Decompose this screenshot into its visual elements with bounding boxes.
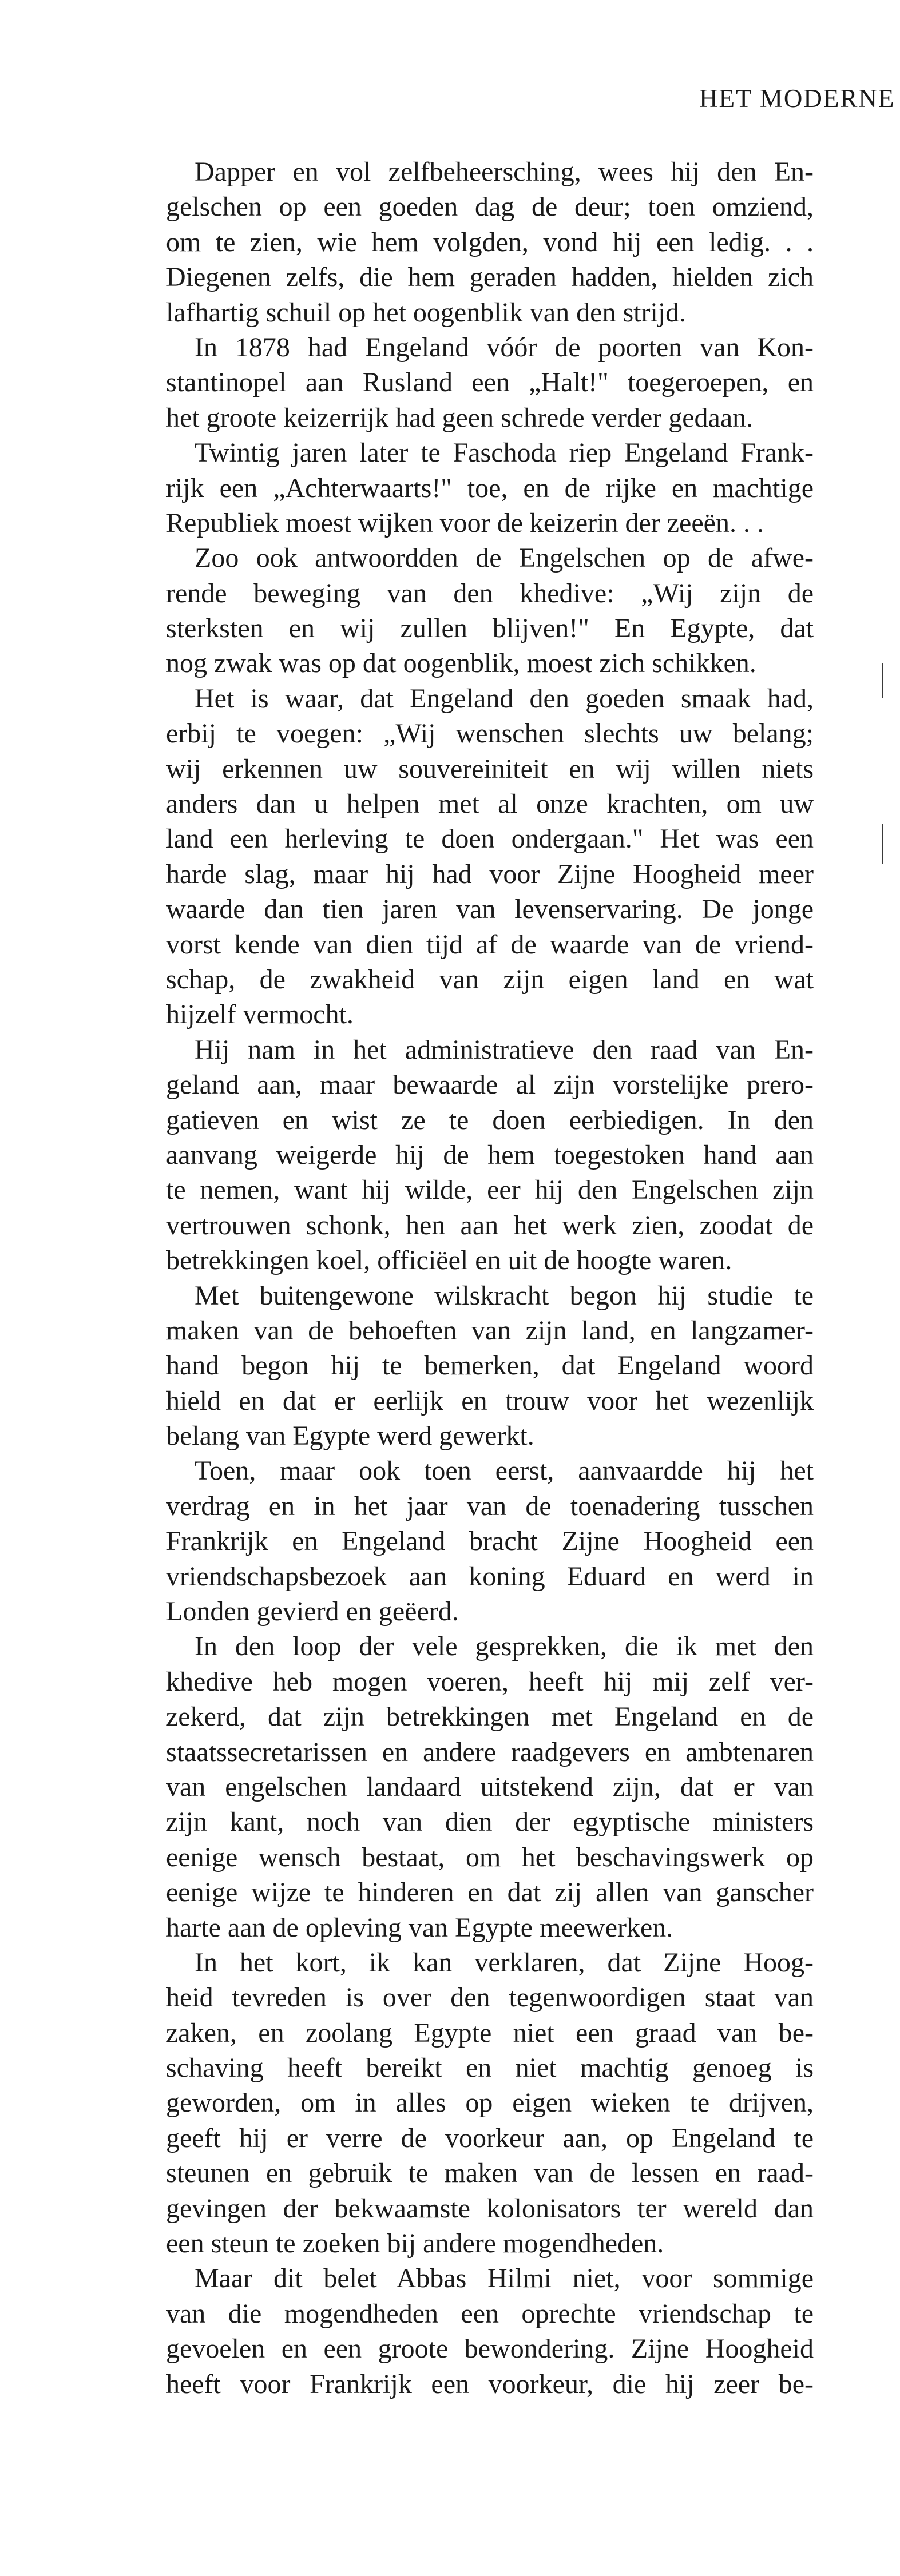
paragraph — [166, 1629, 814, 1945]
text-line: geeft hij er verre de voorkeur aan, op Engeland te — [166, 2122, 814, 2153]
text-line: land een herleving te doen ondergaan." Het was een — [166, 824, 814, 854]
text-line: erbij te voegen: „Wij wenschen slechts uw belang; — [166, 718, 814, 749]
text-line: van die mogendheden een oprechte vriendschap te — [166, 2298, 814, 2329]
text-line: Dapper en vol zelfbeheersching, wees hij den En- — [195, 157, 814, 187]
text-line: Met buitengewone wilskracht begon hij studie te — [195, 1280, 814, 1311]
text-line: Zoo ook antwoordden de Engelschen op de afwe- — [195, 543, 814, 574]
text-line: eenige wijze te hinderen en dat zij allen van ganscher — [166, 1877, 814, 1908]
text-line: In het kort, ik kan verklaren, dat Zijne Hoog- — [195, 1947, 814, 1978]
text-line: te nemen, want hij wilde, eer hij den Engelschen zijn — [166, 1175, 814, 1206]
text-line: vertrouwen schonk, hen aan het werk zien, zoodat de — [166, 1210, 814, 1241]
text-line: staatssecretarissen en andere raadgevers en ambtenaren — [166, 1736, 814, 1767]
text-line: schaving heeft bereikt en niet machtig genoeg is — [166, 2053, 814, 2084]
text-line: een steun te zoeken bij andere mogendheden. — [166, 2228, 664, 2259]
text-line: vriendschapsbezoek aan koning Eduard en werd in — [166, 1561, 814, 1592]
margin-rule — [882, 663, 883, 698]
text-line: maken van de behoeften van zijn land, en langzamer- — [166, 1315, 814, 1346]
text-line: het groote keizerrijk had geen schrede verder gedaan. — [166, 402, 754, 433]
text-line: zaken, en zoolang Egypte niet een graad van be- — [166, 2017, 814, 2048]
text-line: hield en dat er eerlijk en trouw voor het wezenlijk — [166, 1385, 814, 1416]
text-line: eenige wensch bestaat, om het beschavingswerk op — [166, 1842, 814, 1873]
text-line: zijn kant, noch van dien der egyptische ministers — [166, 1807, 814, 1838]
text-line: waarde dan tien jaren van levenservaring. De jonge — [166, 894, 814, 925]
text-line: geworden, om in alles op eigen wieken te drijven, — [166, 2088, 814, 2118]
text-line: anders dan u helpen met al onze krachten, om uw — [166, 789, 814, 820]
paragraph — [166, 1453, 814, 1629]
text-line: Maar dit belet Abbas Hilmi niet, voor sommige — [195, 2263, 814, 2294]
margin-rule — [882, 824, 883, 864]
text-line: heeft voor Frankrijk een voorkeur, die hij zeer be- — [166, 2368, 814, 2399]
text-line: lafhartig schuil op het oogenblik van den strijd. — [166, 297, 687, 328]
running-head: HET MODERNE — [699, 86, 895, 112]
paragraph — [166, 330, 814, 435]
text-line: heid tevreden is over den tegenwoordigen staat van — [166, 1982, 814, 2013]
text-line: hand begon hij te bemerken, dat Engeland woord — [166, 1350, 814, 1381]
text-line: In 1878 had Engeland vóór de poorten van Kon- — [195, 332, 814, 363]
text-line: gatieven en wist ze te doen eerbiedigen. In den — [166, 1104, 814, 1135]
text-line: sterksten en wij zullen blijven!" En Egypte, dat — [166, 613, 814, 644]
text-line: rende beweging van den khedive: „Wij zijn de — [166, 578, 814, 609]
paragraph — [166, 2261, 814, 2402]
text-line: Frankrijk en Engeland bracht Zijne Hoogheid een — [166, 1526, 814, 1557]
paragraph — [166, 1945, 814, 2261]
text-line: vorst kende van dien tijd af de waarde van de vriend- — [166, 929, 814, 960]
text-line: Het is waar, dat Engeland den goeden smaak had, — [195, 683, 814, 714]
paragraph — [166, 681, 814, 1032]
text-line: om te zien, wie hem volgden, vond hij een ledig. . . — [166, 226, 814, 257]
paragraph — [166, 154, 814, 330]
text-line: gevoelen en een groote bewondering. Zijne Hoogheid — [166, 2333, 814, 2364]
paragraph — [166, 1032, 814, 1278]
text-line: Diegenen zelfs, die hem geraden hadden, hielden zich — [166, 262, 814, 293]
text-line: Republiek moest wijken voor de keizerin der zeeën. . . — [166, 507, 764, 538]
text-line: rijk een „Achterwaarts!" toe, en de rijke en machtige — [166, 472, 814, 503]
text-line: aanvang weigerde hij de hem toegestoken hand aan — [166, 1139, 814, 1170]
body-text — [166, 154, 814, 2402]
text-line: steunen en gebruik te maken van de lessen en raad- — [166, 2158, 814, 2189]
text-line: Londen gevierd en geëerd. — [166, 1596, 459, 1627]
text-line: belang van Egypte werd gewerkt. — [166, 1421, 534, 1452]
paragraph — [166, 540, 814, 681]
text-line: Toen, maar ook toen eerst, aanvaardde hij het — [195, 1456, 814, 1486]
text-line: wij erkennen uw souvereiniteit en wij willen niets — [166, 753, 814, 784]
text-line: gelschen op een goeden dag de deur; toen omziend, — [166, 192, 814, 222]
paragraph — [166, 1278, 814, 1454]
text-line: harde slag, maar hij had voor Zijne Hoogheid meer — [166, 858, 814, 889]
text-line: In den loop der vele gesprekken, die ik met den — [195, 1631, 814, 1662]
text-line: khedive heb mogen voeren, heeft hij mij zelf ver- — [166, 1666, 814, 1697]
text-line: nog zwak was op dat oogenblik, moest zich schikken. — [166, 648, 756, 679]
text-line: Twintig jaren later te Faschoda riep Engeland Frank- — [195, 438, 814, 468]
text-line: harte aan de opleving van Egypte meewerken. — [166, 1912, 673, 1943]
text-line: geland aan, maar bewaarde al zijn vorstelijke prero- — [166, 1070, 814, 1100]
text-line: gevingen der bekwaamste kolonisators ter wereld dan — [166, 2193, 814, 2224]
paragraph — [166, 435, 814, 540]
text-line: schap, de zwakheid van zijn eigen land en wat — [166, 964, 814, 995]
text-line: verdrag en in het jaar van de toenadering tusschen — [166, 1490, 814, 1521]
text-line: betrekkingen koel, officiëel en uit de hoogte waren. — [166, 1245, 732, 1276]
text-line: Hij nam in het administratieve den raad van En- — [195, 1034, 814, 1065]
text-line: hijzelf vermocht. — [166, 999, 354, 1030]
text-line: zekerd, dat zijn betrekkingen met Engeland en de — [166, 1702, 814, 1732]
text-line: stantinopel aan Rusland een „Halt!" toegeroepen, en — [166, 367, 814, 398]
text-line: van engelschen landaard uitstekend zijn, dat er van — [166, 1771, 814, 1802]
